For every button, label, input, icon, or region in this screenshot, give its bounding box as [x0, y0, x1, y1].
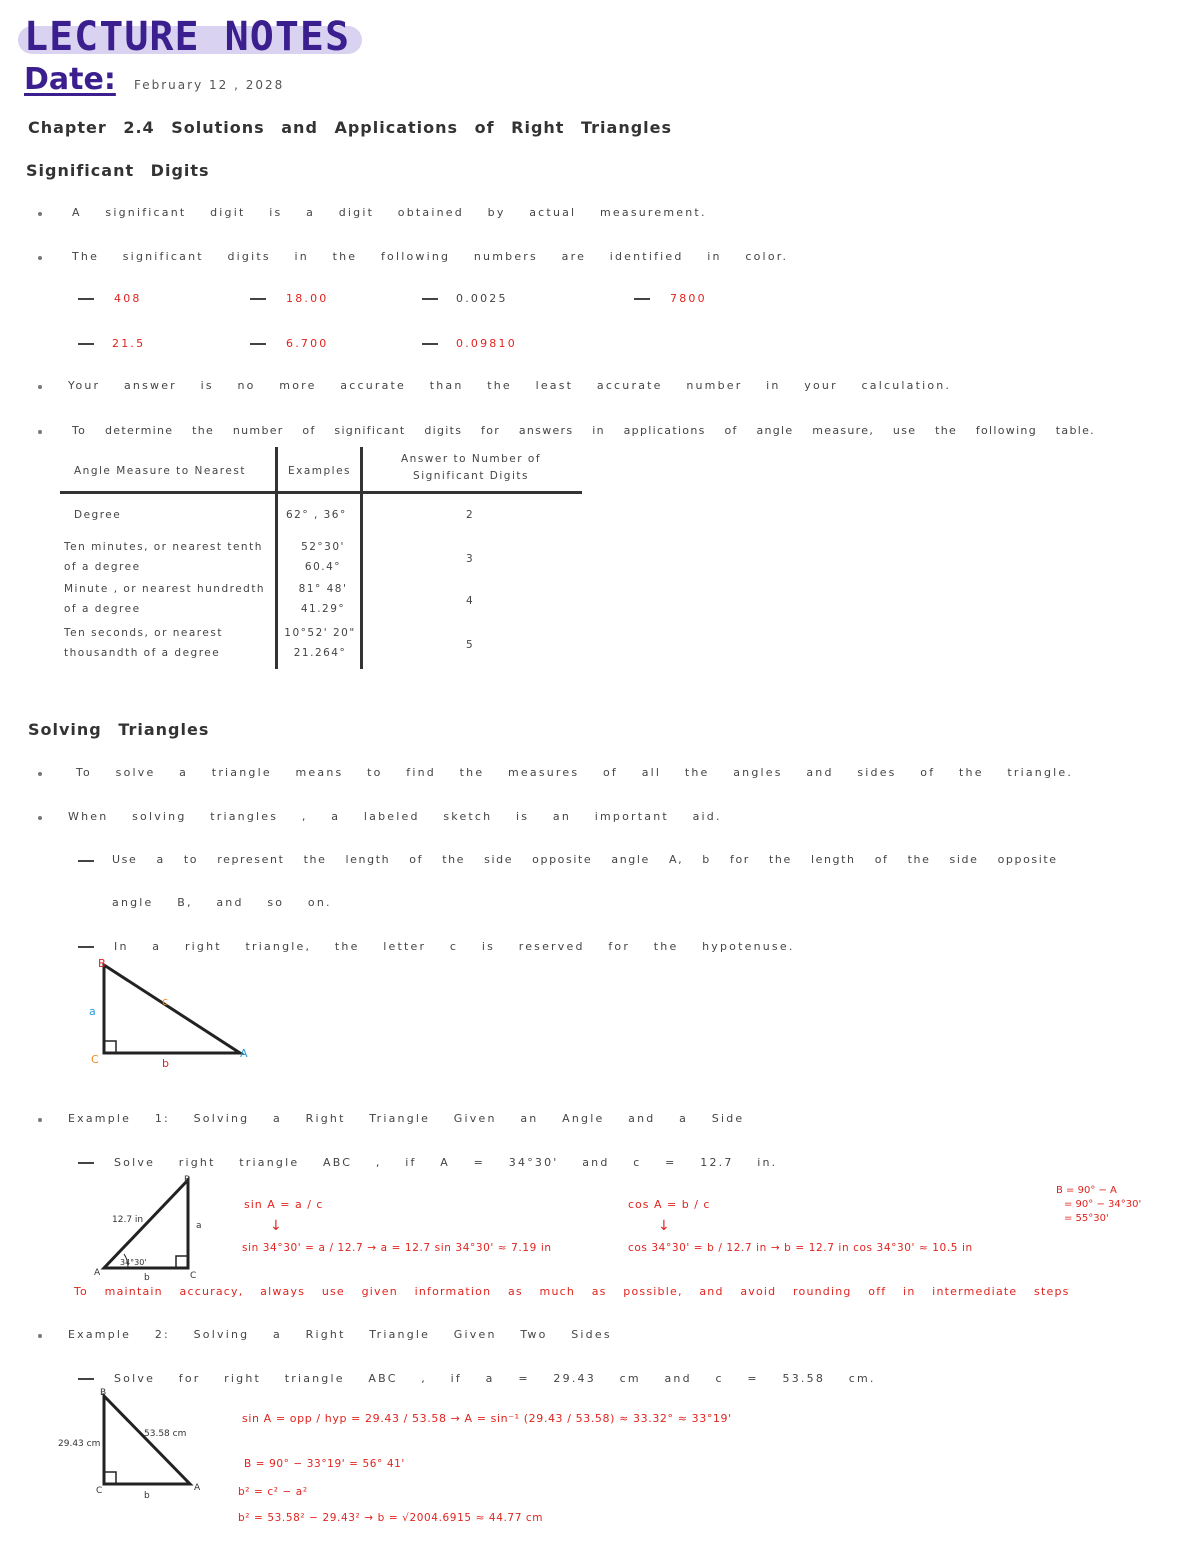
vertex-label-C: C: [96, 1486, 103, 1496]
dash: [78, 860, 94, 862]
dash: [78, 1162, 94, 1164]
table-cell-digits: 5: [466, 639, 475, 651]
example-title: Example 1: Solving a Right Triangle Given an Angle and a Side: [68, 1112, 745, 1125]
side-label-c: 53.58 cm: [144, 1429, 187, 1439]
bullet-dot: [38, 772, 42, 776]
table-cell-digits: 2: [466, 509, 475, 521]
vertex-label-C: C: [91, 1053, 99, 1066]
work-angle-B: = 90° − 34°30': [1064, 1199, 1142, 1210]
dash: [78, 946, 94, 948]
example-task: Solve for right triangle ABC , if a = 29.43 cm and c = 53.58 cm.: [114, 1372, 876, 1385]
arrow-down-icon: ↓: [270, 1218, 282, 1234]
example-title: Example 2: Solving a Right Triangle Given Two Sides: [68, 1328, 612, 1341]
side-label-a: a: [89, 1005, 96, 1018]
bullet-text: When solving triangles , a labeled sketch is an important aid.: [68, 810, 722, 823]
side-label-c: 12.7 in: [112, 1215, 144, 1225]
vertex-label-B: B: [184, 1175, 191, 1185]
bullet-text: Your answer is no more accurate than the least accurate number in your calculation.: [68, 379, 952, 392]
work-line: b² = c² − a²: [238, 1486, 308, 1498]
table-cell-measure: Degree: [74, 509, 122, 521]
dash: [78, 1378, 94, 1380]
table-cell-measure: Ten minutes, or nearest tenth of a degree: [64, 541, 263, 573]
bullet-text: To determine the number of significant digits for answers in applications of angle measure, use the following table.: [72, 424, 1095, 437]
section-heading-solving-triangles: Solving Triangles: [28, 720, 210, 739]
table-cell-examples: 62° , 36°: [286, 509, 347, 521]
right-angle-marker: [176, 1256, 188, 1268]
section-heading-significant-digits: Significant Digits: [26, 161, 210, 180]
significant-digits-table: [60, 447, 582, 669]
table-header: Angle Measure to Nearest: [74, 465, 246, 477]
bullet-dot: [38, 1118, 42, 1122]
example-number: 21.5: [112, 337, 146, 350]
dash: [422, 298, 438, 300]
dash: [250, 298, 266, 300]
work-angle-B: B = 90° − A: [1056, 1185, 1117, 1196]
example-number: 18.00: [286, 292, 329, 305]
work-line: sin A = opp / hyp = 29.43 / 53.58 → A = sin⁻¹ (29.43 / 53.58) ≈ 33.32° ≈ 33°19': [242, 1412, 732, 1425]
side-label-c: c: [162, 995, 169, 1008]
table-cell-examples: 10°52' 20" 21.264°: [284, 627, 356, 659]
triangle-shape: [104, 965, 240, 1053]
triangle-shape: [104, 1396, 190, 1484]
vertex-label-A: A: [240, 1047, 248, 1060]
bullet-dot: [38, 256, 42, 260]
sub-bullet-text: angle B, and so on.: [112, 896, 332, 909]
table-cell-measure: Ten seconds, or nearest thousandth of a degree: [64, 627, 223, 659]
accuracy-note: To maintain accuracy, always use given information as much as possible, and avoid rounding off in intermediate steps: [74, 1285, 1070, 1298]
table-cell-measure: Minute , or nearest hundredth of a degree: [64, 583, 266, 615]
table-rule: [360, 447, 363, 669]
table-rule: [275, 447, 278, 669]
table-header: Examples: [288, 465, 352, 477]
example-number: 6.700: [286, 337, 329, 350]
bullet-text: The significant digits in the following numbers are identified in color.: [72, 250, 789, 263]
right-angle-marker: [104, 1472, 116, 1484]
side-label-b: b: [144, 1491, 150, 1498]
example2-triangle: [56, 1388, 216, 1498]
vertex-label-B: B: [98, 957, 106, 970]
sub-bullet-text: Use a to represent the length of the side opposite angle A, b for the length of the side opposite: [112, 853, 1058, 866]
table-cell-digits: 3: [466, 553, 475, 565]
work-sin: sin A = a / c: [244, 1198, 324, 1211]
example-number: 408: [114, 292, 142, 305]
table-cell-digits: 4: [466, 595, 475, 607]
work-line: b² = 53.58² − 29.43² → b = √2004.6915 ≈ 44.77 cm: [238, 1512, 544, 1524]
example-task: Solve right triangle ABC , if A = 34°30' and c = 12.7 in.: [114, 1156, 778, 1169]
right-angle-marker: [104, 1041, 116, 1053]
dash: [78, 343, 94, 345]
vertex-label-A: A: [194, 1483, 201, 1493]
dash: [250, 343, 266, 345]
dash: [422, 343, 438, 345]
bullet-text: A significant digit is a digit obtained by actual measurement.: [72, 206, 707, 219]
angle-label: 34°30': [120, 1258, 147, 1267]
page-title: LECTURE NOTES: [24, 14, 351, 60]
bullet-dot: [38, 816, 42, 820]
bullet-dot: [38, 1334, 42, 1338]
table-cell-examples: 52°30' 60.4°: [301, 541, 345, 573]
date-value: February 12 , 2028: [134, 78, 285, 92]
side-label-b: b: [144, 1273, 150, 1282]
sub-bullet-text: In a right triangle, the letter c is reserved for the hypotenuse.: [114, 940, 795, 953]
work-line: B = 90° − 33°19' = 56° 41': [244, 1458, 405, 1470]
example-number: 7800: [670, 292, 707, 305]
table-rule: [60, 491, 582, 494]
bullet-dot: [38, 385, 42, 389]
dash: [78, 298, 94, 300]
vertex-label-A: A: [94, 1268, 101, 1278]
table-cell-examples: 81° 48' 41.29°: [298, 583, 348, 615]
dash: [634, 298, 650, 300]
work-cos-result: cos 34°30' = b / 12.7 in → b = 12.7 in cos 34°30' ≈ 10.5 in: [628, 1242, 973, 1254]
bullet-dot: [38, 430, 42, 434]
bullet-dot: [38, 212, 42, 216]
side-label-a: 29.43 cm: [58, 1439, 101, 1449]
vertex-label-C: C: [190, 1271, 197, 1281]
work-sin-result: sin 34°30' = a / 12.7 → a = 12.7 sin 34°30' ≈ 7.19 in: [242, 1242, 552, 1254]
date-label: Date:: [24, 62, 116, 97]
table-header: Answer to Number of Significant Digits: [400, 453, 542, 482]
example-number: 0.09810: [456, 337, 517, 350]
example1-triangle: [92, 1172, 222, 1282]
example-number: 0.0025: [456, 292, 508, 305]
work-angle-B: = 55°30': [1064, 1213, 1109, 1224]
work-cos: cos A = b / c: [628, 1198, 711, 1211]
vertex-label-B: B: [100, 1388, 107, 1398]
side-label-a: a: [196, 1221, 202, 1231]
chapter-title: Chapter 2.4 Solutions and Applications of Right Triangles: [28, 118, 673, 137]
arrow-down-icon: ↓: [658, 1218, 670, 1234]
labeled-right-triangle: [80, 955, 260, 1075]
side-label-b: b: [162, 1057, 169, 1070]
bullet-text: To solve a triangle means to find the measures of all the angles and sides of the triangle.: [76, 766, 1074, 779]
